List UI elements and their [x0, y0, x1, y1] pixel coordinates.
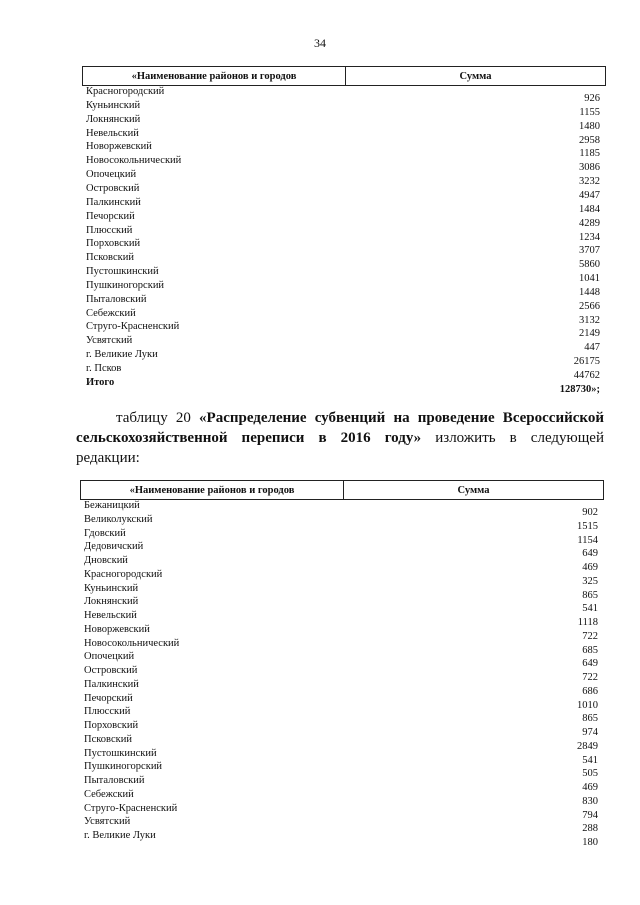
table-1-row-sum: 1480 — [579, 120, 600, 132]
table-1-header — [82, 66, 606, 86]
table-2-row-sum: 505 — [582, 768, 598, 780]
table-2-row-sum: 1154 — [577, 534, 598, 546]
table-2-row-sum: 541 — [582, 754, 598, 766]
table-2-row-name: Новоржевский — [84, 623, 150, 635]
table-2-row-sum: 830 — [582, 795, 598, 807]
table-1-row-name: Пустошкинский — [86, 266, 159, 278]
table-1-row-name: Усвятский — [86, 335, 133, 347]
table-2-row-name: Порховский — [84, 720, 139, 731]
table-2-row-name: Плюсский — [84, 706, 131, 718]
table-2-row-name: Великолукский — [84, 513, 153, 525]
table-1-row-sum: 44762 — [573, 370, 600, 381]
table-2-row-name: Дедовичский — [84, 541, 144, 553]
table-1-row-name: Островский — [86, 182, 140, 194]
table-1-row-sum: 5860 — [579, 259, 600, 271]
paragraph-line-2-suffix: изложить в следующей — [421, 430, 604, 446]
table-2-row-sum: 2849 — [577, 740, 598, 752]
table-1-row-sum: 3232 — [579, 176, 600, 188]
table-1-row-sum: 2958 — [579, 134, 600, 146]
table-2-row-name: Дновский — [84, 555, 128, 566]
table-2-row-name: Пустошкинский — [84, 747, 157, 759]
table-2-row-name: Локнянский — [84, 596, 139, 608]
table-2-row-sum: 1515 — [577, 520, 598, 532]
table-2-row-name: г. Великие Луки — [84, 830, 156, 841]
paragraph-line-3: редакции: — [76, 450, 140, 466]
table-2-header-name: «Наименование районов и городов — [81, 481, 344, 499]
paragraph-line-1-bold: «Распределение субвенций на проведение Всероссийской — [199, 410, 604, 426]
table-2-row-sum: 865 — [582, 713, 598, 725]
table-1-row-sum: 1041 — [579, 273, 600, 285]
paragraph-line-2 — [76, 428, 604, 448]
table-2-row-sum: 649 — [582, 548, 598, 560]
table-1-row-name: Пушкиногорский — [86, 279, 165, 291]
table-1-row-sum: 26175 — [573, 356, 600, 368]
table-1-row-sum: 1448 — [579, 286, 600, 298]
table-2-row-name: Невельский — [84, 610, 137, 621]
table-1-row-name: Псковский — [86, 252, 134, 264]
table-2-row-name: Бежаницкий — [84, 500, 140, 511]
table-2-row-sum: 685 — [582, 644, 598, 656]
table-1-row-name: Струго-Красненский — [86, 321, 180, 333]
table-2-row-name: Печорский — [84, 692, 133, 704]
table-2-row-sum: 180 — [582, 837, 598, 848]
page-number: 34 — [314, 36, 326, 50]
table-2-row-sum: 722 — [582, 630, 598, 642]
table-2-row-name: Пушкиногорский — [84, 761, 163, 773]
table-1-row-sum: 3132 — [579, 314, 600, 326]
table-2 — [80, 480, 604, 848]
table-1-total-label: Итого — [86, 376, 115, 388]
table-1-total-sum: 128730»; — [559, 383, 600, 395]
table-2-row-name: Усвятский — [84, 816, 131, 828]
table-2-row-sum: 1010 — [577, 699, 598, 711]
table-2-row-sum: 1118 — [577, 617, 598, 628]
table-1-row-name: Плюсский — [86, 224, 133, 236]
table-1-row-name: Себежский — [86, 307, 136, 319]
table-1-row-name: Порховский — [86, 238, 141, 250]
table-2-header-sum: Сумма — [457, 484, 490, 496]
table-1-row-name: Палкинский — [86, 196, 141, 208]
paragraph-line-1 — [76, 408, 604, 428]
amendment-paragraph — [76, 408, 604, 468]
paragraph-line-2-bold: сельскохозяйственной переписи в 2016 году» — [76, 430, 422, 446]
table-1-row-sum: 3707 — [579, 245, 600, 257]
table-1-row-name: Пыталовский — [86, 293, 147, 305]
table-1-row-sum: 926 — [584, 93, 600, 104]
table-2-row-name: Островский — [84, 665, 138, 676]
table-1-row-name: Невельский — [86, 127, 139, 139]
table-1-row-name: г. Псков — [86, 363, 122, 374]
table-1-row-sum: 1234 — [579, 231, 600, 243]
table-2-row-sum: 902 — [582, 507, 598, 518]
table-2-row-name: Новосокольнический — [84, 637, 180, 649]
table-1-row-sum: 2149 — [579, 328, 600, 340]
table-2-row-sum: 722 — [582, 672, 598, 683]
table-1-row-sum: 4947 — [579, 189, 600, 201]
table-2-row-sum: 469 — [582, 562, 598, 573]
table-2-row-name: Струго-Красненский — [84, 802, 178, 814]
table-2-row-sum: 541 — [582, 603, 598, 615]
table-2-row-name: Пыталовский — [84, 775, 145, 786]
table-2-row-sum: 288 — [582, 823, 598, 835]
table-2-row-sum: 469 — [582, 782, 598, 793]
table-1-row-name: Новоржевский — [86, 141, 152, 153]
table-1-row-name: г. Великие Луки — [86, 349, 158, 361]
table-1-row-sum: 1185 — [579, 148, 600, 160]
table-1-row-name: Опочецкий — [86, 169, 137, 181]
paragraph-line-1-prefix: таблицу 20 — [116, 410, 200, 426]
table-1-row-sum: 2566 — [579, 300, 600, 312]
table-2-row-name: Себежский — [84, 788, 134, 800]
table-1-row-name: Красногородский — [86, 86, 165, 97]
table-1-header-sum: Сумма — [459, 70, 492, 82]
table-2-row-name: Палкинский — [84, 678, 139, 690]
table-2-row-sum: 865 — [582, 589, 598, 601]
table-1-row-name: Печорский — [86, 210, 135, 222]
table-2-row-sum: 325 — [582, 575, 598, 587]
table-1-row-sum: 1155 — [579, 106, 600, 118]
table-1-row-sum: 447 — [584, 342, 600, 354]
table-1-row-sum: 4289 — [579, 217, 600, 229]
table-2-header — [80, 480, 604, 500]
table-2-row-sum: 686 — [582, 685, 598, 697]
table-2-row-name: Красногородский — [84, 568, 163, 580]
table-1-header-name: «Наименование районов и городов — [83, 67, 346, 85]
table-2-row-name: Опочецкий — [84, 651, 135, 663]
table-1-row-name: Куньинский — [86, 99, 141, 111]
table-1-row-name: Локнянский — [86, 113, 141, 125]
table-2-row-name: Куньинский — [84, 582, 139, 594]
table-1-row-sum: 3086 — [579, 162, 600, 174]
table-2-row-name: Гдовский — [84, 527, 126, 539]
table-2-row-sum: 649 — [582, 658, 598, 670]
table-2-row-sum: 974 — [582, 727, 598, 738]
table-1 — [82, 66, 606, 395]
table-1-row-sum: 1484 — [579, 203, 600, 215]
table-2-row-sum: 794 — [582, 809, 598, 821]
table-2-row-name: Псковский — [84, 733, 132, 745]
table-1-row-name: Новосокольнический — [86, 155, 182, 167]
